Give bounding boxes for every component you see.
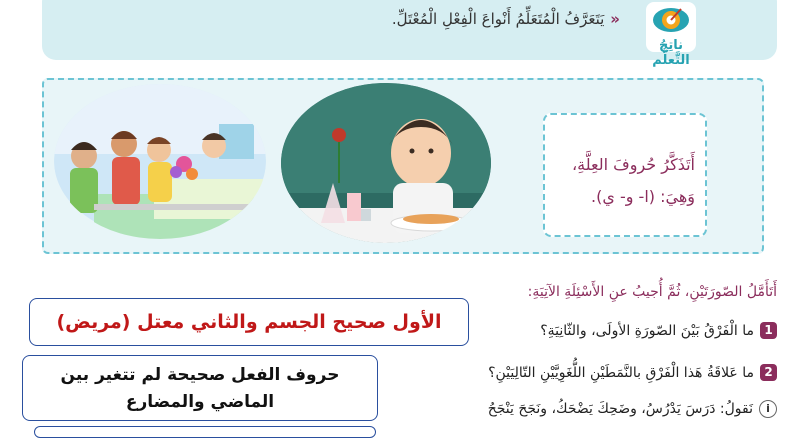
hospital-visit-illustration: [54, 84, 266, 239]
example-text: نَقولُ: دَرَسَ يَدْرُسُ، وضَحِكَ يَضْحَكُ، ونَجَحَ يَنْجَحُ: [487, 401, 753, 417]
exercise-instruction: أَتَأَمَّلُ الصّورَتَيْنِ، ثُمَّ أُجيبُ عنِ الأَسْئِلَةِ الآتِيَةِ:: [527, 284, 777, 300]
answer-2-line-2: الماضي والمضارع: [125, 392, 275, 412]
answer-box-3[interactable]: [34, 426, 376, 438]
answer-2-line-1: حروف الفعل صحيحة لم تتغير بين: [60, 365, 340, 385]
question-1: [540, 322, 777, 339]
question-text: ما عَلاقَةُ هَذا الْفَرْقِ بالنَّمَطَيْنِ اللُّغَوِيَّيْنِ التّالِيَيْنِ؟: [488, 364, 754, 381]
example-line: [488, 400, 777, 418]
question-number: 2: [760, 364, 777, 381]
question-text: ما الْفَرْقُ بَيْنَ الصّورَةِ الأولَى، والثّانِيَةِ؟: [540, 322, 754, 339]
info-icon: i: [759, 400, 777, 418]
badge-label: ناتِجُ التَّعلُّم: [652, 38, 690, 68]
learning-objective: «يَتَعَرَّفُ الْمُتَعَلِّمُ أَنْواعَ الْفِعْلِ الْمُعْتَلِّ.: [391, 10, 620, 28]
reminder-box: [543, 113, 707, 237]
answer-box-1[interactable]: الأول صحيح الجسم والثاني معتل (مريض): [29, 298, 469, 346]
question-number: 1: [760, 322, 777, 339]
reminder-line-2: وَهِيَ: (ا- و- ي).: [591, 187, 695, 206]
question-2: [488, 364, 777, 381]
boy-eating-illustration: [281, 83, 491, 243]
answer-box-2[interactable]: [22, 355, 378, 421]
reminder-line-1: أَتَذَكَّرُ حُروفَ العِلَّةِ،: [571, 155, 695, 174]
